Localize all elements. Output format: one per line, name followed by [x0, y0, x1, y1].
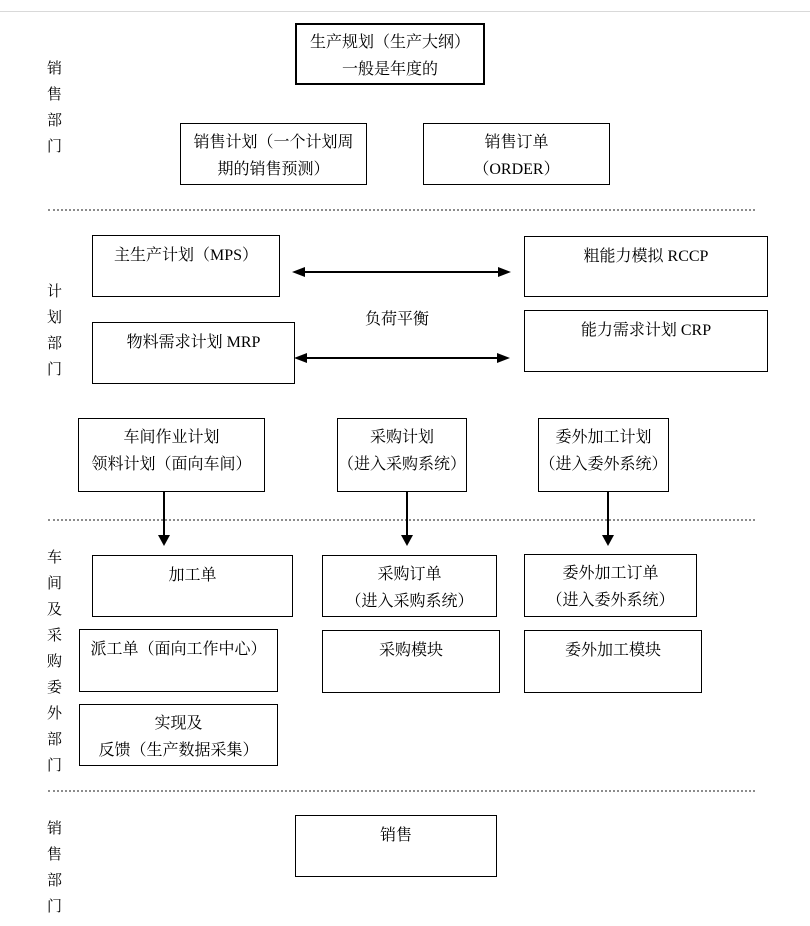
double-arrow-mps-rccp — [292, 265, 511, 279]
box-crp — [524, 310, 768, 372]
arrow-right-head-icon — [497, 353, 510, 363]
box-mps-line1: 主生产计划（MPS） — [113, 247, 259, 264]
box-outsource-plan-line2: （进入委外系统） — [539, 456, 668, 473]
box-sales-plan-line2: 期的销售预测） — [217, 161, 330, 178]
double-arrow-mrp-crp — [294, 351, 510, 365]
arrow-down-head-icon — [401, 535, 413, 546]
box-production-plan-line2: 一般是年度的 — [341, 61, 438, 78]
separator-sales-planning — [48, 209, 755, 211]
box-purchase-order-line1: 采购订单 — [377, 566, 442, 583]
box-production-plan — [295, 23, 485, 85]
box-workshop-plan — [78, 418, 265, 492]
section-label-planning: 计划部门 — [47, 284, 63, 378]
box-purchase-plan-line1: 采购计划 — [369, 429, 434, 446]
box-outsource-order — [524, 554, 697, 617]
section-label-sales-top: 销售部门 — [47, 61, 63, 155]
box-purchase-plan-line2: （进入采购系统） — [338, 456, 467, 473]
box-outsource-order-line2: （进入委外系统） — [546, 592, 675, 609]
arrow-down-head-icon — [602, 535, 614, 546]
box-feedback-line1: 实现及 — [154, 715, 203, 732]
box-sales-order-line1: 销售订单 — [484, 134, 549, 151]
box-production-plan-line1: 生产规划（生产大纲） — [309, 34, 470, 51]
box-sales-plan-line1: 销售计划（一个计划周 — [193, 134, 354, 151]
box-feedback — [79, 704, 278, 766]
box-sales-plan — [180, 123, 367, 185]
box-work-order — [92, 555, 293, 617]
box-purchase-order — [322, 555, 497, 617]
separator-workshop-sales — [48, 790, 755, 792]
box-outsource-plan — [538, 418, 669, 492]
box-sales-order — [423, 123, 610, 185]
arrow-shaft — [303, 271, 500, 273]
down-arrow-purchase — [401, 492, 413, 546]
box-outsource-order-line1: 委外加工订单 — [562, 565, 659, 582]
box-outsource-module-line1: 委外加工模块 — [564, 642, 661, 659]
box-sales — [295, 815, 497, 877]
box-purchase-module-line1: 采购模块 — [378, 642, 443, 659]
box-rccp-line1: 粗能力模拟 RCCP — [583, 248, 709, 265]
box-rccp — [524, 236, 768, 297]
box-crp-line1: 能力需求计划 CRP — [580, 322, 712, 339]
box-feedback-line2: 反馈（生产数据采集） — [98, 742, 259, 759]
down-arrow-workshop — [158, 492, 170, 546]
box-dispatch-order — [79, 629, 278, 692]
arrow-down-head-icon — [158, 535, 170, 546]
arrow-right-head-icon — [498, 267, 511, 277]
box-workshop-plan-line2: 领料计划（面向车间） — [91, 456, 252, 473]
top-rule — [0, 11, 810, 12]
box-mrp-line1: 物料需求计划 MRP — [126, 334, 261, 351]
down-arrow-outsource — [602, 492, 614, 546]
box-dispatch-order-line1: 派工单（面向工作中心） — [90, 641, 267, 658]
box-mrp — [92, 322, 295, 384]
arrow-shaft — [406, 492, 408, 537]
box-workshop-plan-line1: 车间作业计划 — [123, 429, 220, 446]
box-purchase-plan — [337, 418, 467, 492]
box-purchase-order-line2: （进入采购系统） — [345, 593, 474, 610]
box-purchase-module — [322, 630, 500, 693]
box-sales-order-line2: （ORDER） — [473, 161, 560, 178]
box-mps — [92, 235, 280, 297]
box-outsource-module — [524, 630, 702, 693]
arrow-shaft — [607, 492, 609, 537]
arrow-shaft — [305, 357, 499, 359]
box-work-order-line1: 加工单 — [168, 567, 217, 584]
label-load-balance: 负荷平衡 — [365, 311, 430, 328]
box-outsource-plan-line1: 委外加工计划 — [555, 429, 652, 446]
section-label-workshop-purchase: 车间及采购委外部门 — [47, 550, 63, 774]
section-label-sales-bottom: 销售部门 — [47, 821, 63, 915]
box-sales-line1: 销售 — [379, 827, 412, 844]
arrow-shaft — [163, 492, 165, 537]
